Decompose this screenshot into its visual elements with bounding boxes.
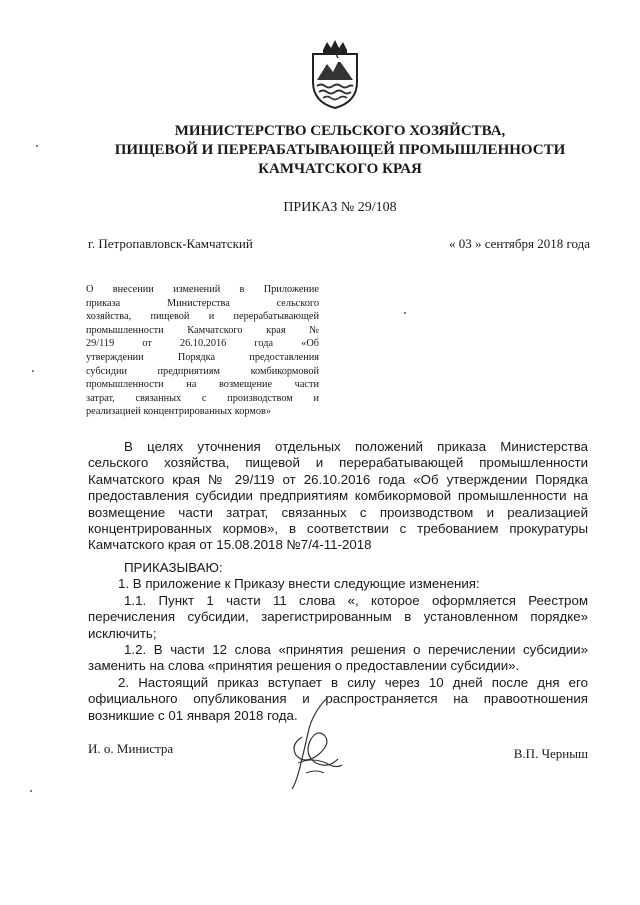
subject-line: реализацией концентрированных кормов» bbox=[86, 406, 272, 418]
subject-line: утверждении Порядка предоставления bbox=[86, 351, 319, 363]
order-title: ПРИКАЗ № 29/108 bbox=[283, 200, 397, 215]
ministry-line-3: КАМЧАТСКОГО КРАЯ bbox=[258, 161, 422, 177]
order-city: г. Петропавловск-Камчатский bbox=[88, 236, 253, 251]
order-item-1-2-line: заменить на слова «принятия решения о предоставлении субсидии». bbox=[88, 658, 520, 674]
handwritten-signature-icon bbox=[282, 693, 354, 793]
preamble-line: предоставления субсидии предприятиям комбикормовой промышленности на bbox=[88, 488, 588, 504]
order-item-1-1-line: исключить; bbox=[88, 625, 157, 641]
preamble-line: возмещение части затрат, связанных с производством и реализацией bbox=[88, 504, 588, 520]
kamchatka-coat-of-arms-icon bbox=[305, 36, 365, 112]
preamble-line: В целях уточнения отдельных положений приказа Министерства bbox=[124, 439, 588, 454]
order-item-2-line: официального опубликования и распространяется на правоотношения bbox=[88, 691, 588, 707]
preamble bbox=[88, 439, 588, 554]
preamble-line: концентрированных кормов», в соответствии с требованием прокуратуры bbox=[88, 521, 588, 537]
signatory-name: В.П. Черныш bbox=[513, 746, 588, 761]
subject-line: хозяйства, пищевой и перерабатывающей bbox=[86, 311, 319, 323]
order-heading: ПРИКАЗЫВАЮ: bbox=[124, 560, 223, 575]
subject-line: промышленности Камчатского края № bbox=[86, 324, 319, 336]
order-date: « 03 » сентября 2018 года bbox=[448, 236, 590, 251]
order-item-2-line: возникшие с 01 января 2018 года. bbox=[88, 707, 298, 723]
subject-line: промышленности на возмещение части bbox=[86, 379, 319, 391]
order-item-1-1-line: перечисления субсидии, зарегистрированным в установленном порядке» bbox=[88, 609, 588, 625]
scan-speck bbox=[32, 370, 34, 372]
preamble-line: Камчатского края № 29/119 от 26.10.2016 года «Об утверждении Порядка bbox=[88, 471, 588, 487]
order-subject bbox=[86, 283, 319, 419]
scan-speck bbox=[30, 790, 32, 792]
order-item-1: 1. В приложение к Приказу внести следующие изменения: bbox=[118, 576, 480, 592]
subject-line: О внесении изменений в Приложение bbox=[86, 284, 319, 295]
scan-speck bbox=[36, 145, 38, 147]
subject-line: приказа Министерства сельского bbox=[86, 297, 319, 309]
ministry-line-1: МИНИСТЕРСТВО СЕЛЬСКОГО ХОЗЯЙСТВА, bbox=[174, 123, 506, 139]
preamble-line: сельского хозяйства, пищевой и перерабатывающей промышленности bbox=[88, 455, 588, 471]
subject-line: 29/119 от 26.10.2016 года «Об bbox=[86, 338, 319, 350]
subject-line: затрат, связанных с производством и bbox=[86, 392, 319, 404]
preamble-line: Камчатского края от 15.08.2018 №7/4-11-2018 bbox=[88, 537, 372, 553]
ministry-name bbox=[70, 122, 610, 179]
scan-speck bbox=[404, 312, 406, 314]
order-item-1-2-line: 1.2. В части 12 слова «принятия решения о перечислении субсидии» bbox=[124, 642, 588, 658]
subject-line: субсидии предприятиям комбикормовой bbox=[86, 365, 319, 377]
order-item-2-line: 2. Настоящий приказ вступает в силу через 10 дней после дня его bbox=[118, 674, 588, 690]
order-item-1-1-line: 1.1. Пункт 1 части 11 слова «, которое оформляется Реестром bbox=[124, 592, 588, 608]
ministry-line-2: ПИЩЕВОЙ И ПЕРЕРАБАТЫВАЮЩЕЙ ПРОМЫШЛЕННОСТИ bbox=[114, 142, 566, 158]
signatory-position: И. о. Министра bbox=[88, 741, 174, 756]
